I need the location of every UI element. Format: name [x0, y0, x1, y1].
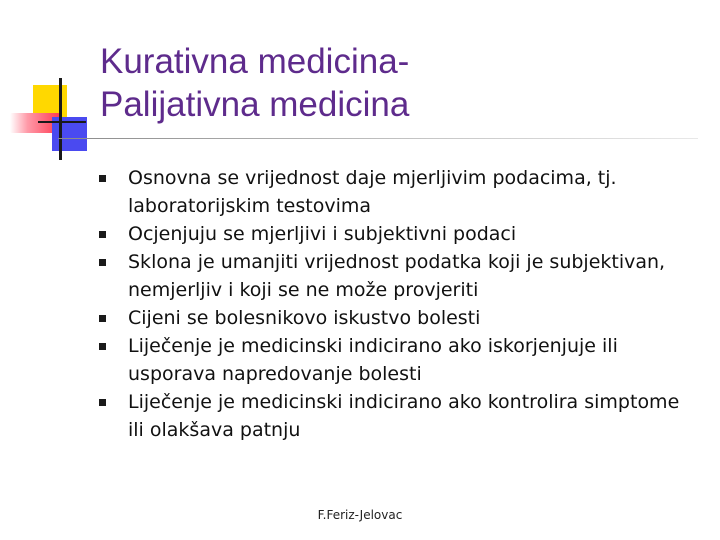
- title-line-2: Palijativna medicina: [100, 85, 410, 124]
- bullet-item: [99, 220, 699, 248]
- bullet-text: Osnovna se vrijednost daje mjerljivim podacima, tj. laboratorijskim testovima: [128, 167, 617, 217]
- bullet-text: Liječenje je medicinski indicirano ako kontrolira simptome ili olakšava patnju: [128, 391, 680, 441]
- title-line-1: Kurativna medicina-: [100, 42, 410, 81]
- footer-author: F.Feriz-Jelovac: [317, 508, 403, 522]
- bullet-item: [99, 164, 699, 220]
- title-underline: [58, 138, 698, 139]
- square-bullet-icon: [99, 175, 106, 182]
- square-bullet-icon: [99, 259, 106, 266]
- decorative-vertical-line: [59, 78, 62, 160]
- slide-title: [100, 40, 409, 126]
- bullet-item: [99, 304, 699, 332]
- square-bullet-icon: [99, 343, 106, 350]
- square-bullet-icon: [99, 231, 106, 238]
- bullet-item: [99, 388, 699, 444]
- square-bullet-icon: [99, 399, 106, 406]
- bullet-list: [99, 164, 699, 444]
- bullet-text: Ocjenjuju se mjerljivi i subjektivni podaci: [128, 223, 517, 245]
- decorative-horizontal-line: [38, 121, 86, 123]
- bullet-item: [99, 332, 699, 388]
- bullet-text: Liječenje je medicinski indicirano ako iskorjenjuje ili usporava napredovanje bolesti: [128, 335, 618, 385]
- bullet-text: Cijeni se bolesnikovo iskustvo bolesti: [128, 307, 481, 329]
- bullet-text: Sklona je umanjiti vrijednost podatka koji je subjektivan, nemjerljiv i koji se ne može provjeriti: [128, 251, 666, 301]
- bullet-item: [99, 248, 699, 304]
- square-bullet-icon: [99, 315, 106, 322]
